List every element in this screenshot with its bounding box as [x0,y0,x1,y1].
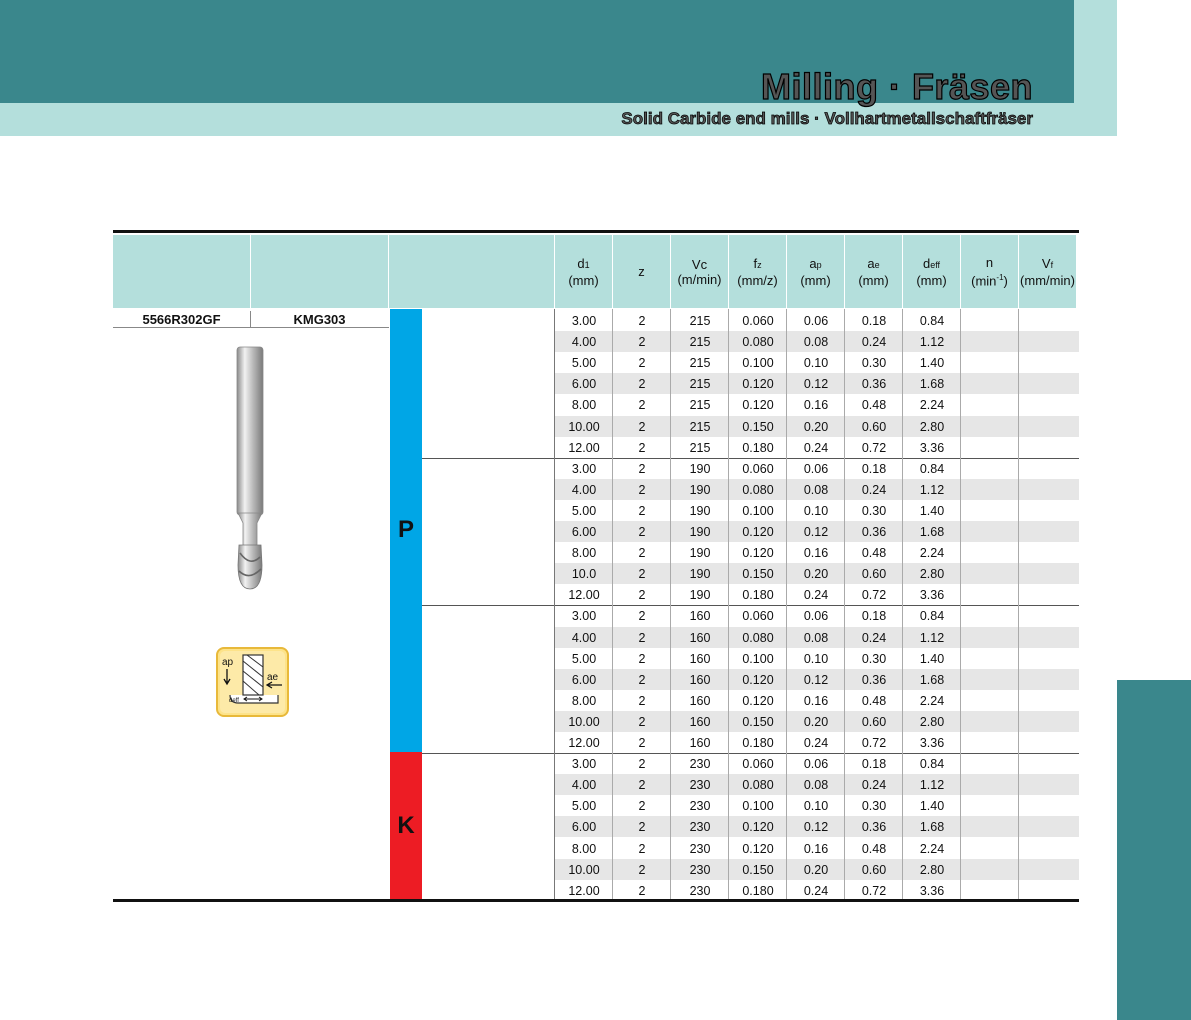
table-cell: 2 [638,714,646,729]
table-cell: 0.080 [742,777,774,792]
table-cell: 215 [689,440,711,455]
table-cell: 0.84 [919,313,945,328]
table-cell: 0.16 [803,545,829,560]
table-cell: 0.08 [803,777,829,792]
table-cell: 0.24 [803,883,829,898]
table-cell: 1.68 [919,672,945,687]
table-row [555,880,1079,901]
table-row [555,669,1079,690]
table-cell: 0.72 [861,587,887,602]
table-cell: 0.100 [742,651,774,666]
table-cell: 2.24 [919,545,945,560]
table-row [555,753,1079,774]
table-cell: 160 [689,672,711,687]
table-bottom-rule [113,899,1079,902]
table-cell: 4.00 [571,777,597,792]
table-cell: 0.48 [861,841,887,856]
table-cell: 4.00 [571,334,597,349]
table-cell: 0.08 [803,334,829,349]
table-cell: 0.080 [742,482,774,497]
table-row [555,479,1079,500]
table-cell: 0.48 [861,545,887,560]
table-cell: 215 [689,397,711,412]
table-cell: 0.100 [742,355,774,370]
table-cell: 0.20 [803,419,829,434]
table-cell: 0.12 [803,524,829,539]
table-cell: 0.36 [861,524,887,539]
table-cell: 3.36 [919,440,945,455]
table-cell: 0.100 [742,798,774,813]
table-cell: 0.12 [803,819,829,834]
table-row [555,690,1079,711]
ap-label: ap [222,657,234,668]
table-cell: 0.60 [861,714,887,729]
table-cell: 0.84 [919,756,945,771]
table-row [555,310,1079,331]
table-cell: 160 [689,608,711,623]
page-title: Milling · Fräsen [760,66,1033,107]
table-cell: 0.10 [803,355,829,370]
table-cell: 0.60 [861,566,887,581]
product-grade: KMG303 [293,311,346,327]
table-cell: 0.120 [742,524,774,539]
table-cell: 0.36 [861,376,887,391]
table-cell: 2.80 [919,714,945,729]
ae-label: ae [267,672,279,683]
table-cell: 0.72 [861,883,887,898]
table-cell: 230 [689,819,711,834]
table-cell: 0.150 [742,419,774,434]
table-cell: 2 [638,883,646,898]
table-cell: 230 [689,756,711,771]
table-cell: 2 [638,693,646,708]
table-cell: 3.00 [571,461,597,476]
table-cell: 2.24 [919,397,945,412]
table-cell: 160 [689,651,711,666]
table-cell: 10.00 [568,714,600,729]
table-cell: 1.40 [919,503,945,518]
table-cell: 0.60 [861,862,887,877]
table-cell: 0.20 [803,566,829,581]
table-cell: 1.12 [919,777,945,792]
table-cell: 190 [689,461,711,476]
table-cell: 0.180 [742,735,774,750]
table-cell: 0.48 [861,693,887,708]
chapter-tab [1117,680,1191,1020]
table-cell: 2.80 [919,862,945,877]
table-cell: 0.150 [742,862,774,877]
grid-line [612,309,613,899]
column-header: fz (mm/z) [737,255,778,288]
table-row [555,542,1079,563]
table-cell: 0.18 [861,608,887,623]
table-cell: 2 [638,777,646,792]
table-cell: 3.00 [571,313,597,328]
table-cell: 0.72 [861,735,887,750]
table-cell: 8.00 [571,397,597,412]
table-cell: 0.060 [742,461,774,476]
table-cell: 0.84 [919,608,945,623]
table-cell: 0.10 [803,503,829,518]
table-cell: 160 [689,630,711,645]
table-cell: 160 [689,693,711,708]
table-cell: 0.080 [742,334,774,349]
table-cell: 0.120 [742,841,774,856]
table-cell: 1.68 [919,376,945,391]
grid-line [1018,309,1019,899]
end-mill-image [225,345,277,593]
table-cell: 1.40 [919,651,945,666]
table-cell: 2 [638,587,646,602]
cutting-pictogram [216,647,289,717]
table-row [555,816,1079,837]
table-cell: 1.12 [919,334,945,349]
table-cell: 1.12 [919,482,945,497]
table-cell: 6.00 [571,524,597,539]
table-cell: 0.080 [742,630,774,645]
table-cell: 2 [638,545,646,560]
column-header: d1 (mm) [568,255,599,288]
table-cell: 3.36 [919,883,945,898]
table-cell: 2 [638,440,646,455]
table-cell: 0.24 [803,440,829,455]
table-cell: 0.06 [803,313,829,328]
table-cell: 2.80 [919,419,945,434]
grid-line [844,309,845,899]
table-row [555,416,1079,437]
table-cell: 0.18 [861,313,887,328]
table-cell: 2 [638,419,646,434]
table-cell: 10.0 [571,566,597,581]
table-cell: 0.120 [742,545,774,560]
table-cell: 230 [689,777,711,792]
table-cell: 2 [638,819,646,834]
table-cell: 0.180 [742,587,774,602]
table-cell: 10.00 [568,419,600,434]
table-cell: 0.36 [861,672,887,687]
table-row [555,352,1079,373]
header-cell-code [113,235,250,308]
table-row [555,584,1079,605]
table-cell: 0.30 [861,798,887,813]
header-cell-material [389,235,554,308]
table-cell: 0.24 [803,735,829,750]
table-cell: 2 [638,524,646,539]
table-cell: 6.00 [571,819,597,834]
table-row [555,627,1079,648]
table-row [555,774,1079,795]
table-cell: 3.36 [919,735,945,750]
table-cell: 0.16 [803,693,829,708]
table-row [555,711,1079,732]
table-row [555,605,1079,626]
grid-line [960,309,961,899]
table-cell: 2.24 [919,841,945,856]
table-cell: 215 [689,419,711,434]
table-cell: 215 [689,376,711,391]
material-letter-p: P [397,516,414,543]
table-cell: 0.36 [861,819,887,834]
table-cell: 0.60 [861,419,887,434]
table-cell: 0.10 [803,651,829,666]
table-cell: 0.24 [861,334,887,349]
table-cell: 0.180 [742,440,774,455]
table-cell: 190 [689,482,711,497]
table-cell: 0.12 [803,672,829,687]
table-cell: 2 [638,397,646,412]
column-header: Vf (mm/min) [1020,255,1075,288]
table-cell: 1.40 [919,798,945,813]
table-cell: 0.30 [861,355,887,370]
table-cell: 0.18 [861,756,887,771]
product-code: 5566R302GF [142,311,221,327]
table-top-rule [113,230,1079,233]
column-header: n $(\min^{-1})$ [971,254,1008,289]
table-cell: 2.80 [919,566,945,581]
grid-line [554,309,555,899]
table-cell: 2 [638,355,646,370]
table-cell: 230 [689,862,711,877]
table-cell: 2 [638,482,646,497]
table-cell: 0.16 [803,841,829,856]
table-cell: 190 [689,566,711,581]
table-cell: 5.00 [571,651,597,666]
table-cell: 230 [689,798,711,813]
table-cell: 0.12 [803,376,829,391]
table-cell: 0.06 [803,461,829,476]
table-cell: 0.16 [803,397,829,412]
table-cell: 3.00 [571,608,597,623]
table-cell: 0.180 [742,883,774,898]
table-cell: 0.18 [861,461,887,476]
page-subtitle: Solid Carbide end mills · Vollhartmetallschaftfräser [621,109,1033,128]
column-header: ae (mm) [858,255,889,288]
table-row [555,521,1079,542]
table-cell: 12.00 [568,735,600,750]
deff-label: deff [229,698,239,704]
table-cell: 0.150 [742,714,774,729]
table-row [555,732,1079,753]
grid-line [728,309,729,899]
table-cell: 2 [638,672,646,687]
table-cell: 2 [638,841,646,856]
table-cell: 4.00 [571,630,597,645]
table-row [555,838,1079,859]
table-cell: 3.36 [919,587,945,602]
grid-line [786,309,787,899]
table-row [555,394,1079,415]
table-cell: 215 [689,355,711,370]
table-cell: 0.120 [742,819,774,834]
table-cell: 0.24 [861,777,887,792]
table-cell: 2 [638,630,646,645]
table-cell: 215 [689,313,711,328]
column-header: deff (mm) [916,255,947,288]
table-cell: 190 [689,587,711,602]
table-cell: 2 [638,862,646,877]
table-row [555,331,1079,352]
table-row [555,859,1079,880]
table-cell: 0.060 [742,756,774,771]
table-row [555,373,1079,394]
table-cell: 0.24 [861,630,887,645]
table-cell: 0.20 [803,714,829,729]
table-cell: 0.72 [861,440,887,455]
table-cell: 190 [689,503,711,518]
table-cell: 2 [638,651,646,666]
table-cell: 2 [638,503,646,518]
table-cell: 5.00 [571,798,597,813]
table-cell: 12.00 [568,587,600,602]
column-header: Vc (m/min) [677,256,722,287]
table-cell: 160 [689,735,711,750]
table-row [555,458,1079,479]
table-cell: 190 [689,524,711,539]
table-cell: 230 [689,841,711,856]
table-cell: 0.150 [742,566,774,581]
table-row [555,648,1079,669]
table-cell: 0.08 [803,630,829,645]
table-cell: 6.00 [571,672,597,687]
table-cell: 0.08 [803,482,829,497]
header-cell-grade [251,235,388,308]
table-cell: 0.10 [803,798,829,813]
grid-line [902,309,903,899]
table-cell: 0.100 [742,503,774,518]
table-cell: 0.48 [861,397,887,412]
table-cell: 5.00 [571,503,597,518]
table-cell: 230 [689,883,711,898]
table-cell: 8.00 [571,545,597,560]
table-cell: 0.84 [919,461,945,476]
table-cell: 0.06 [803,756,829,771]
column-header: ap (mm) [800,255,831,288]
table-cell: 5.00 [571,355,597,370]
table-cell: 8.00 [571,841,597,856]
table-cell: 12.00 [568,440,600,455]
column-header: z [638,264,645,279]
table-cell: 2 [638,334,646,349]
table-cell: 0.24 [861,482,887,497]
table-cell: 1.68 [919,819,945,834]
table-cell: 2 [638,461,646,476]
table-cell: 6.00 [571,376,597,391]
table-cell: 0.120 [742,376,774,391]
table-cell: 2.24 [919,693,945,708]
table-cell: 2 [638,756,646,771]
table-cell: 2 [638,735,646,750]
table-row [555,437,1079,458]
table-cell: 190 [689,545,711,560]
table-cell: 160 [689,714,711,729]
table-cell: 12.00 [568,883,600,898]
table-row [555,795,1079,816]
table-cell: 0.30 [861,651,887,666]
table-cell: 0.120 [742,672,774,687]
table-cell: 2 [638,376,646,391]
product-divider [113,327,389,328]
table-cell: 0.120 [742,693,774,708]
table-cell: 2 [638,566,646,581]
table-cell: 4.00 [571,482,597,497]
table-cell: 0.060 [742,608,774,623]
table-cell: 2 [638,608,646,623]
table-cell: 2 [638,798,646,813]
table-cell: 3.00 [571,756,597,771]
table-cell: 8.00 [571,693,597,708]
table-cell: 0.20 [803,862,829,877]
table-row [555,500,1079,521]
grid-line [670,309,671,899]
table-cell: 0.060 [742,313,774,328]
material-letter-k: K [397,812,415,839]
table-cell: 215 [689,334,711,349]
table-cell: 1.12 [919,630,945,645]
table-cell: 0.24 [803,587,829,602]
table-cell: 0.06 [803,608,829,623]
table-cell: 1.40 [919,355,945,370]
table-cell: 0.30 [861,503,887,518]
table-cell: 1.68 [919,524,945,539]
table-cell: 0.120 [742,397,774,412]
table-cell: 10.00 [568,862,600,877]
table-cell: 2 [638,313,646,328]
table-row [555,563,1079,584]
